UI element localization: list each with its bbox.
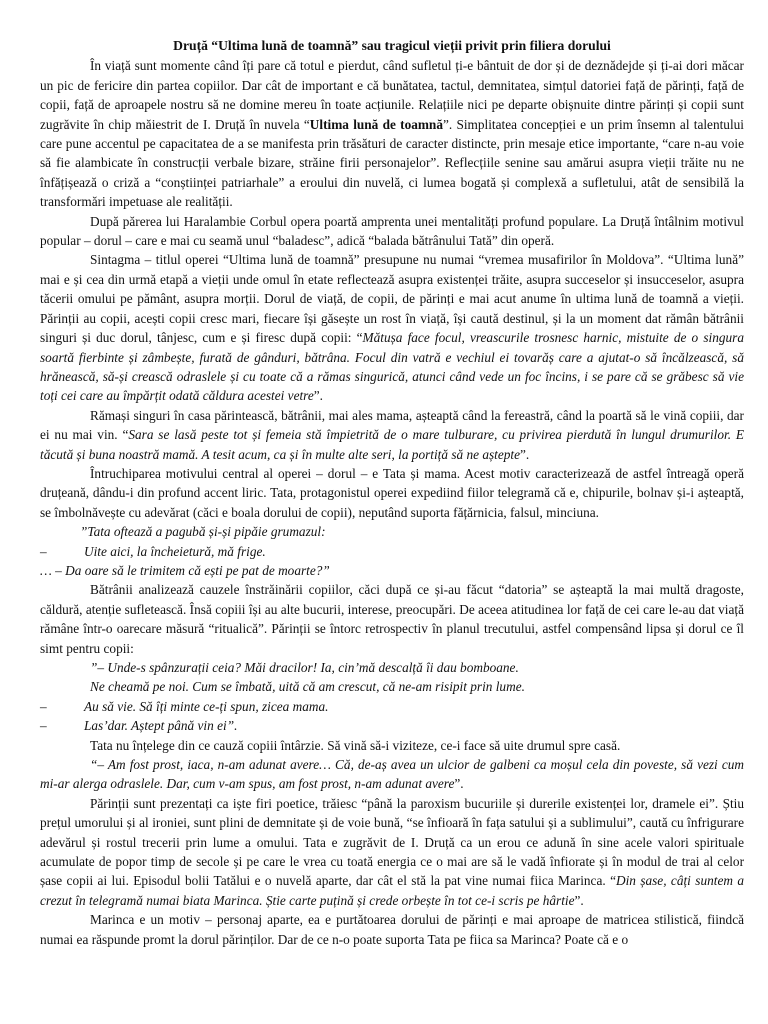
paragraph-sintagma-text: Sintagma – titlul operei “Ultima lună de toamnă” presupune nu numai “vremea musafirilor în Moldova”. “Ultima lună” mai e și cea din urmă etapă a vieții unde omul în etate reflectează asupra existenței trăite, asupra succeselor și insucceselor, asupra tăcerii omului pe pământ, asupra morții. Dorul de viață, de copii, de părinți e mai acut anume în ultima lună de toamnă a vieții. Părinții au copii, acești copii cresc mari, fiecare își găsește un rost în viață, își caută destinul, și la un moment dat rămân bătrânii singuri și duc dorul, tânjesc, cum e și firesc după copii: “ [40, 252, 744, 346]
quote-marinca: Din șase, câți suntem a crezut în telegramă numai biata Marinca. Știe carte puțină și crede orbește în tot ce-i scris pe hârtie [40, 873, 744, 908]
dialogue-line [40, 542, 744, 561]
paragraph-sintagma [40, 250, 744, 405]
dash-marker: – [40, 698, 47, 714]
paragraph-parintii-text: Părinții sunt prezentați ca iște firi poetice, trăiesc “până la paroxism bucuriile și durerile existenței lor, dramele ei”. Știu prețul umorului și al ironiei, sunt plini de demnitate și de voie bună, “se înfioară în fața satului și a sublimului”, caută cu înfrigurare adevărul și rostul trecerii prin lume a omului. Tata e zugrăvit de I. Druță ca un erou ce adună în sine acele valori spirituale acumulate de popor timp de secole și pe care le vrea cu toată energia ce o mai are să le vadă înfiorate și în modul de trai al celor șase copii ai lui. Episodul bolii Tatălui e o nuvelă aparte, dar cât el stă la pat vine numai fiica Marinca. “ [40, 795, 744, 889]
dialogue-line: Ne cheamă pe noi. Cum se îmbată, uită că am crescut, că ne-am risipit prin lume. [90, 679, 525, 695]
paragraph-parintii [40, 794, 744, 910]
dialogue-line [40, 716, 744, 735]
quote-avere [40, 755, 744, 794]
quote-close: ”. [520, 446, 530, 462]
paragraph-batranii: Bătrânii analizează cauzele înstrăinării copiilor, căci după ce și-au făcut “datoria” se așteaptă la mai multă dragoste, căldură, atenție sufletească. Însă copiii își au alte bucurii, interese, preocupări. De aceea atitudinea lor față de cei care le-au dat viață rămâne într-o oarecare măsură “ritualică”. Părinții se întorc retrospectiv în planul trecutului, astfel compensând lipsa și dorul ce îl simt pentru copii: [40, 582, 744, 656]
dialogue-text: Au să vie. Să îți minte ce-ți spun, zicea mama. [84, 698, 329, 714]
paragraph-intro [40, 56, 744, 211]
paragraph-ramasi-text: Rămași singuri în casa părintească, bătrânii, mai ales mama, așteaptă când la fereastră, când la poartă să le vină copiii, dar ei nu mai vin. “ [40, 407, 744, 443]
quote-matusa: Mătușa face focul, vreascurile trosnesc harnic, mistuite de o singura soartă fierbinte și zâmbește, furată de gânduri, bătrâna. Focul din vatră e vechiul ei tovarăș care a ajutat-o să încălzească, să hrănească, să-și crească odraslele și cu toate că a rămas singurică, atunci când vede un foc încins, i se pare că se grăbesc să vie toți cei care au împărțit odată căldura acestei vetre [40, 330, 744, 404]
dash-marker: – [40, 718, 47, 734]
dialogue-line [40, 697, 744, 716]
dialogue-text: Las’dar. Aștept până vin ei”. [84, 718, 238, 734]
quote-close: ”. [313, 388, 323, 404]
paragraph-intro-text-continued: ”. Simplitatea concepției e un prim însemn al talentului care pune accentul pe capacitatea de a se manifesta prin trăsături de caracter distincte, prin mesaje etice importante, “care n-au voie să fie alambicate în construcții verbale bizare, străine firii personajelor”. Reflecțiile senine sau amărui asupra vieții trăite nu ne înfățișează o criză a “conștiinței patriarhale” a eroului din nuvelă, ci lumea bogată și complexă a sufletului, atât de sensibilă la transformări impetuase ale realității. [40, 116, 744, 210]
quote-avere-text: “– Am fost prost, iaca, n-am adunat avere… Că, de-aș avea un ulcior de galbeni ca moșul cela din poveste, să vezi cum mi-ar alerga odraslele. Dar, cum v-am spus, am fost prost, n-am adunat avere [40, 757, 744, 792]
dialogue-line: … – Da oare să le trimitem că ești pe pat de moarte?” [40, 562, 330, 578]
dialogue-line: ”– Unde-s spânzurații ceia? Măi dracilor! Ia, cin’mă descalță îi dau bomboane. [90, 660, 519, 675]
quote-close: ”. [574, 892, 584, 908]
paragraph-tata: Tata nu înțelege din ce cauză copiii întârzie. Să vină să-i viziteze, ce-i face să uite drumul spre casă. [90, 737, 621, 753]
paragraph-intruchiparea: Întruchiparea motivului central al operei – dorul – e Tata și mama. Acest motiv caracterizează de astfel întreagă operă druțeană, dându-i din profund accent liric. Tata, protagonistul operei expediind fiilor telegramă că e, chipurile, bolnav și-i așteaptă, se îmbolnăvește cu adevărat (căci e boala dorului de copii), neputând suporta fățărnicia, falsul, minciuna. [40, 465, 744, 520]
document-title: Druță “Ultima lună de toamnă” sau tragicul vieții privit prin filiera dorului [173, 38, 611, 53]
paragraph-marinca: Marinca e un motiv – personaj aparte, ea e purtătoarea dorului de părinți e mai aproape de matricea stilistică, fiindcă numai ea răspunde promt la dorul părinților. Dar de ce n-o poate suporta Tata pe fiica sa Marinca? Poate că e o [40, 912, 744, 947]
dialogue-line: ”Tata oftează a pagubă și-și pipăie grumazul: [80, 524, 326, 540]
novel-title-bold: Ultima lună de toamnă [309, 116, 443, 132]
quote-sara: Sara se lasă peste tot și femeia stă împietrită de o mare tulburare, cu privirea pierdută în lungul drumurilor. E tăcută și buna noastră mamă. A tesit acum, ca și în multe alte seri, la portiță să ne aștepte [40, 427, 744, 462]
paragraph-ramasi [40, 406, 744, 464]
paragraph-corbul: După părerea lui Haralambie Corbul opera poartă amprenta unei mentalități profund populare. La Druță întâlnim motivul popular – dorul – care e mai cu seamă unul “baladesc”, adică “balada bătrânului Tată” din operă. [40, 213, 744, 249]
quote-close: ”. [454, 776, 464, 792]
dash-marker: – [40, 543, 47, 559]
dialogue-text: Uite aici, la încheietură, mă frige. [84, 543, 266, 559]
paragraph-intro-text: În viață sunt momente când îți pare că totul e pierdut, când sufletul ți-e bântuit de dor și de deznădejde și ți-ai dori măcar un pic de fericire din partea copiilor. Dar cât de important e că bunătatea, tactul, demnitatea, simțul datoriei față de părinți, față de copii, față de aproapele nostru să ne domine mereu în toate acțiunile. Relațiile nici pe departe obișnuite dintre părinți și copii sunt zugrăvite în chip măiestrit de I. Druță în nuvela “ [40, 58, 744, 132]
